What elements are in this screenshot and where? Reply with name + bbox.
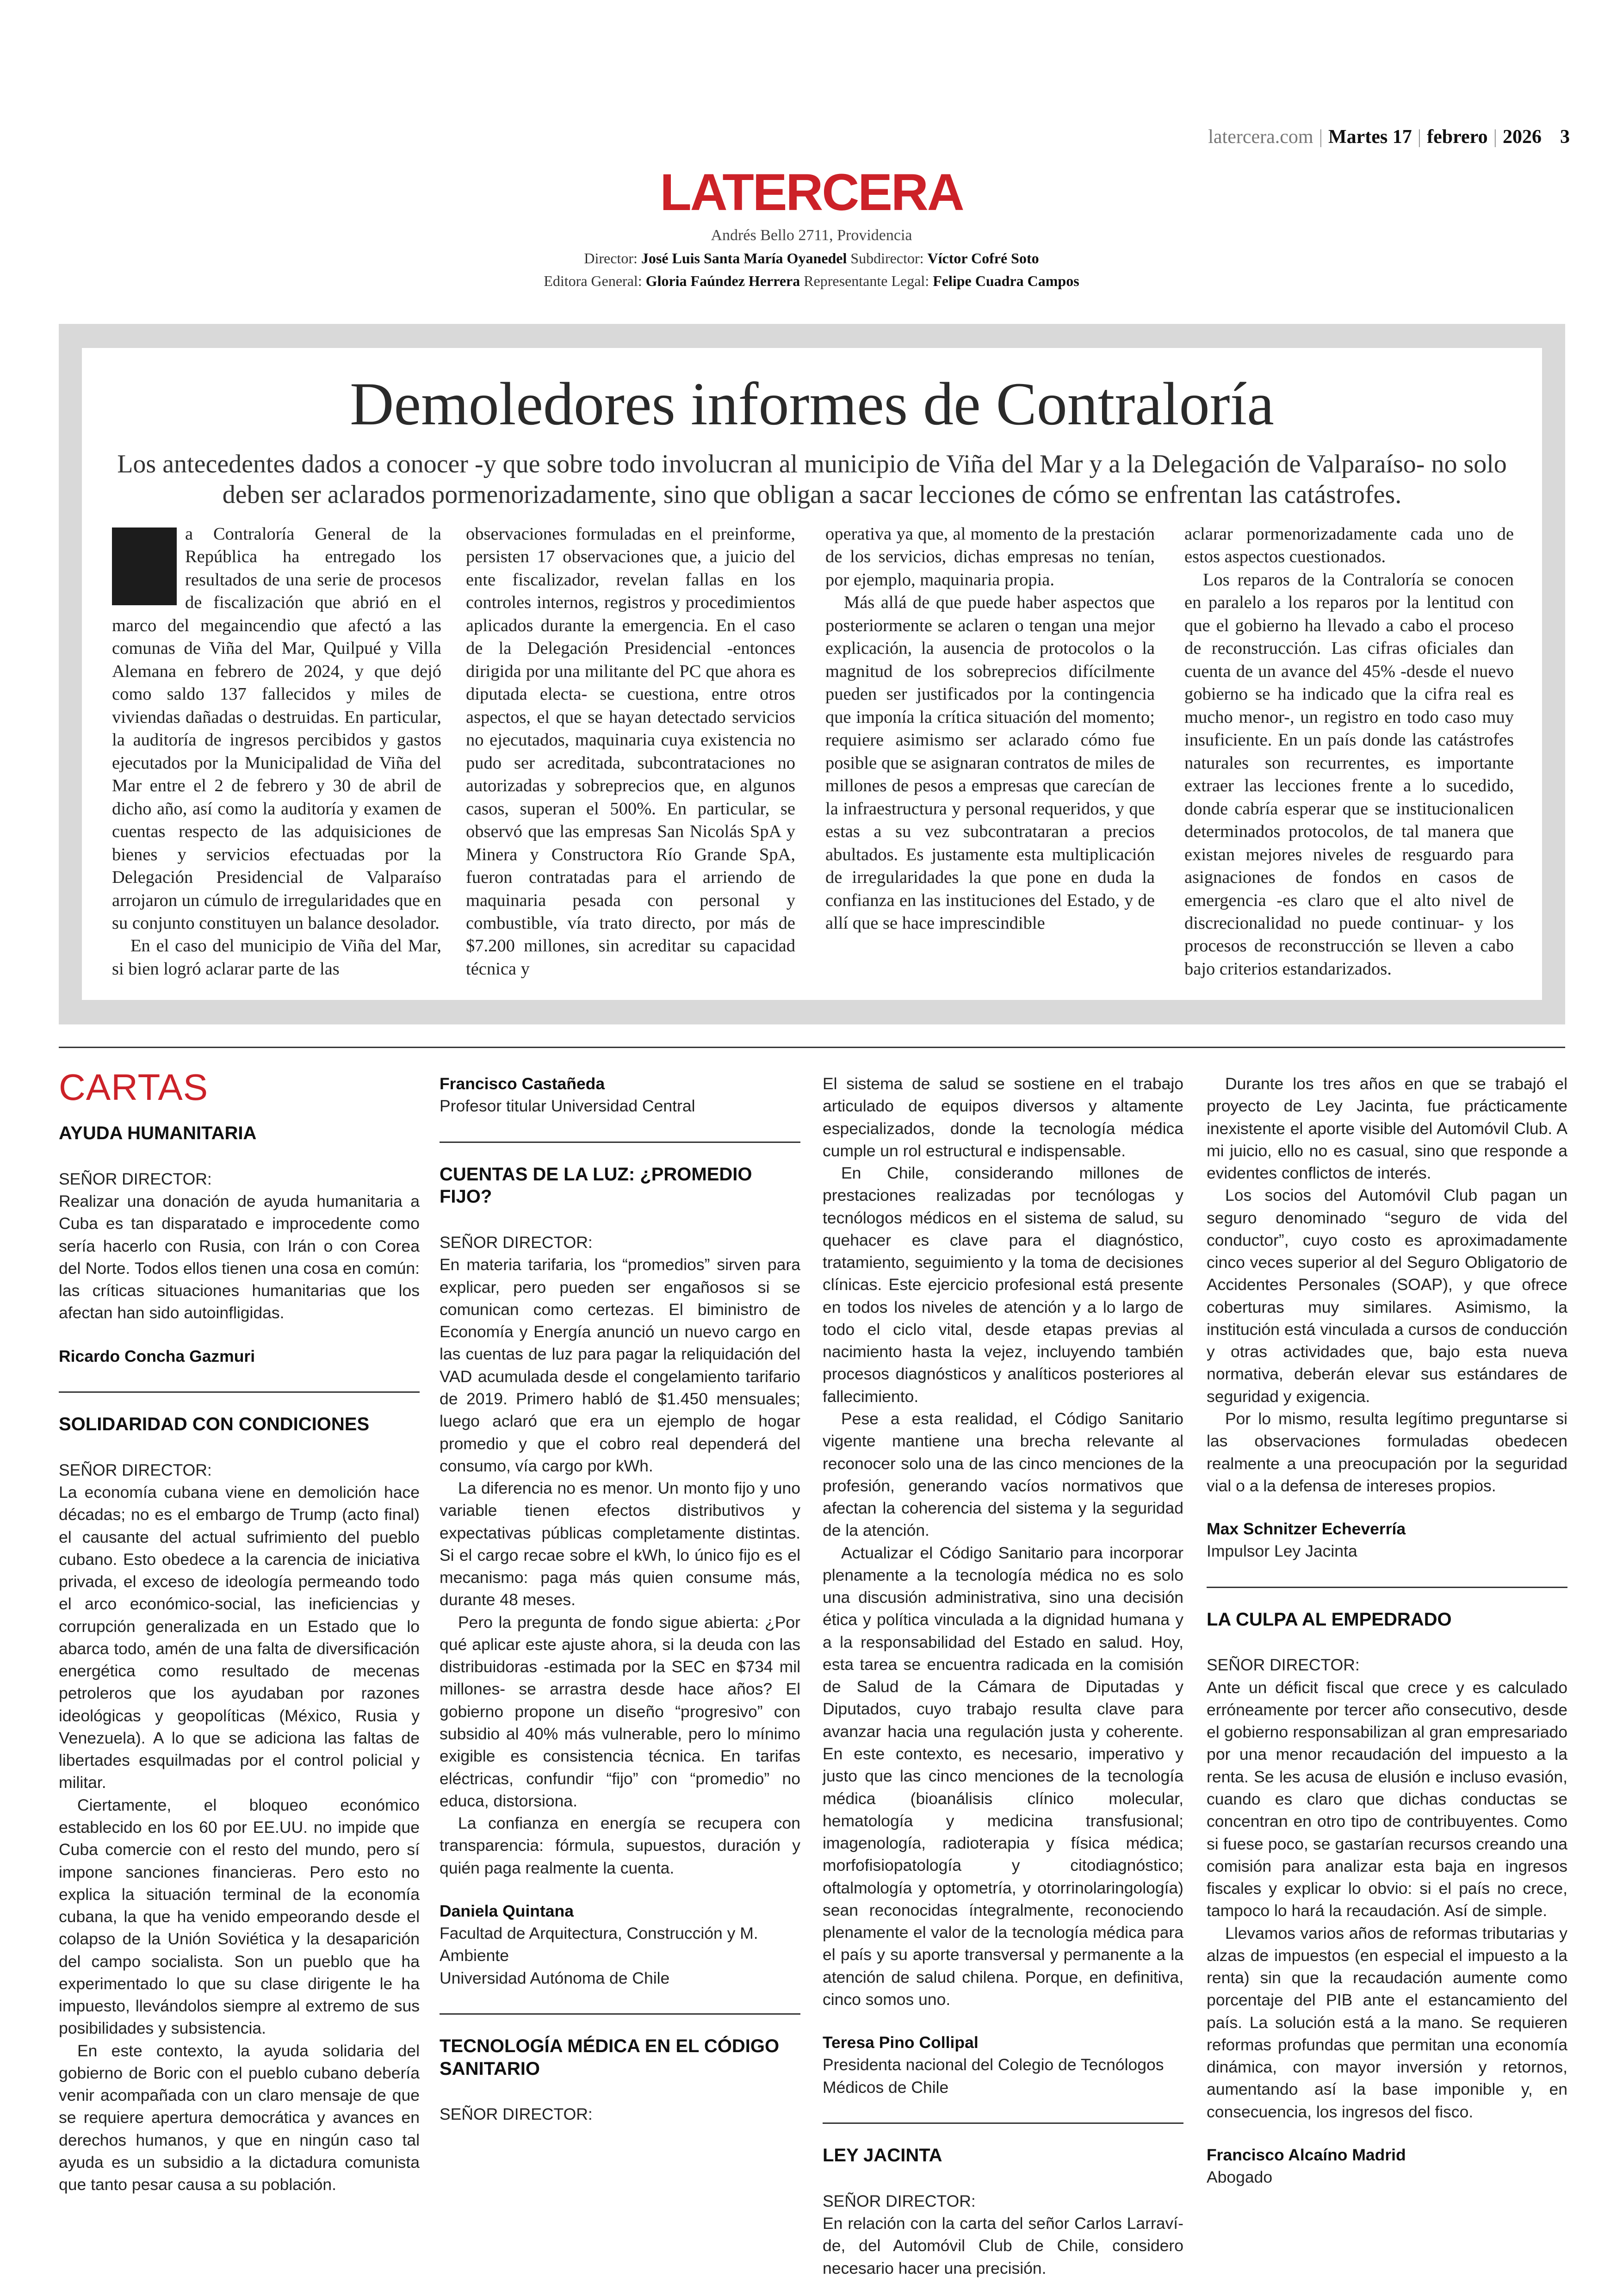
salutation: SEÑOR DIRECTOR: [1207, 1656, 1360, 1675]
section-divider [59, 1047, 1565, 1048]
letter-affiliation: Facultad de Arquitectura, Construcción y M. Ambiente [440, 1924, 758, 1965]
letter-affiliation: Universidad Autónoma de Chile [440, 1968, 670, 1987]
folio-month: febrero [1427, 126, 1488, 148]
editora-name: Gloria Faúndez Herrera [645, 273, 800, 289]
letters-column-3: El sistema de salud se sostiene en el trabajo articulado de equipos diversos y altamente especializados, donde la tecnología médica cumple un rol estructural e indispensable. En Chile, considerando millones de prestaciones realizadas por tecnólogas y tecnólogos médicos en el sistema de salud, su quehacer es clave para el diagnóstico, tratamiento, seguimiento y la toma de decisiones clínicas. Este ejercicio profesional está presente en todos los niveles de atención y a lo largo de todo el ciclo vital, desde etapas previas al nacimiento hasta la vejez, incluyendo también procesos diagnósticos y analíticos posteriores al fallecimiento. Pese a esta realidad, el Código Sanitario vigente mantiene una brecha relevante al reconocer solo una de las cinco menciones de la profesión, generando vacíos normativos que afectan la coherencia del sistema y la seguridad de la atención. Actualizar el Código Sanitario para incorporar plenamente a la tecnología médica no es solo una discusión administrativa, sino una decisión ética y política vinculada a la dignidad humana y a la responsabilidad del Estado en salud. Hoy, esta tarea se encuentra radicada en la comisión de Salud de la Cámara de Diputadas y Diputados, cuyo trabajo resulta clave para avanzar hacia una regulación justa y coherente. En este contexto, es necesario, imperativo y justo que las cinco menciones de la tecnología médica (bioanálisis clínico molecular, hematología y medicina transfusional; imagenología, radioterapia y física médica; morfofisiopatología y citodiagnóstico; oftalmología y optometría, y otorrinolaringología) sean reconocidas íntegralmente, reconociendo plenamente el valor de la tecnología médica para el país y su aporte transversal y permanente a la atención de salud chilena. Porque, en definitiva, cinco somos uno. Teresa Pino Collipal Presidenta nacional del Colegio de Tecnólogos Médicos de Chile LEY JACINTA SEÑOR DIRECTOR: En relación con la carta del señor Carlos Larravíde, del Automóvil Club de Chile, considero necesario hacer una precisión. [823, 1074, 1183, 2277]
subdirector-name: Víctor Cofré Soto [927, 250, 1039, 267]
address: Andrés Bello 2711, Providencia [711, 227, 912, 244]
folio-year: 2026 [1503, 126, 1542, 148]
editorial-column-2: observaciones formuladas en el preinforme, persisten 17 observaciones que, a juicio del ente fiscalizador, revelan fallas en los controles internos, registros y procedimientos aplicados durante la emergencia. En el caso de la Delegación Presidencial -entonces dirigida por una militante del PC que ahora es diputada electa- se cuestiona, entre otros aspectos, el que se hayan detectado servicios no ejecutados, maquinaria cuya existencia no pudo ser acreditada, subcontrataciones no autorizadas y sobreprecios que, en algunos casos, superan el 500%. En particular, se observó que las empresas San Nicolás SpA y Minera y Constructora Río Grande SpA, fueron contratadas para el arriendo de maquinaria pesada con personal y combustible, vía trato directo, por más de $7.200 millones, sin acreditar su capacidad técnica y [466, 524, 795, 979]
folio-day: Martes 17 [1328, 126, 1412, 148]
newspaper-logo: LATERCERA [660, 163, 963, 221]
editorial-lead: Los antecedentes dados a conocer -y que sobre todo involucran al municipio de Viña del Mar y a la Delegación de Valparaíso- no solo deben ser aclarados pormenorizadamente, sino que obligan a sacar lecciones de cómo se enfrentan las catástrofes. [117, 450, 1507, 509]
staff-line-2: Editora General: Gloria Faúndez Herrera Representante Legal: Felipe Cuadra Campos [544, 273, 1079, 289]
letter-divider [440, 1142, 800, 1143]
cartas-section-title: CARTAS [59, 1067, 209, 1108]
page-number: 3 [1560, 126, 1570, 148]
letter-author: Teresa Pino Collipal [823, 2033, 979, 2052]
letter-divider [1207, 1587, 1567, 1588]
page-folio: latercera.com | Martes 17 | febrero | 2026 3 [1208, 126, 1570, 148]
letters-column-1: AYUDA HUMANITARIA SEÑOR DIRECTOR: Realizar una donación de ayuda humanitaria a Cuba es tan disparatado e improcedente como sería hacerlo con Rusia, con Irán o con Corea del Norte. Todos ellos tienen una cosa en común: las críticas situaciones humanitarias que los afectan han sido autoinfligidas. Ricardo Concha Gazmuri SOLIDARIDAD CON CONDICIONES SEÑOR DIRECTOR: La economía cubana viene en demolición hace décadas; no es el embargo de Trump (acto final) el causante del actual sufrimiento del pueblo cubano. Esto obedece a la carencia de iniciativa privada, el exceso de ideología permeando todo el arco económico-social, las ineficiencias y corrupción generalizada en un Estado que lo abarca todo, amén de una falta de diversificación energética como resultado de mecenas petroleros que los ayudaban por razones ideológicas y geopolíticas (México, Rusia y Venezuela). A lo que se adiciona las faltas de libertades esquilmadas por el control policial y militar. Ciertamente, el bloqueo económico establecido en los 60 por EE.UU. no impide que Cuba comercie con el resto del mundo, pero sí impone sanciones financieras. Pero esto no explica la situación terminal de la economía cubana, la que ha venido empeorando desde el colapso de la Unión Soviética y la desaparición del campo socialista. Son un pueblo que ha experimentado lo que su clase dirigente le ha impuesto, llevándolos siempre al extremo de sus posibilidades y subsistencia. En este contexto, la ayuda solidaria del gobierno de Boric con el pueblo cubano debería venir acompañada con un claro mensaje de que se requiere apertura democrática y avances en derechos humanos, y que en ningún caso tal ayuda es un subsidio a la dictadura comunista que tanto pesar causa a su población. [59, 1123, 420, 2194]
salutation: SEÑOR DIRECTOR: [440, 2105, 593, 2124]
site-name: latercera.com [1208, 126, 1313, 148]
letter-title: AYUDA HUMANITARIA [59, 1123, 257, 1143]
letter-title: SOLIDARIDAD CON CONDICIONES [59, 1414, 370, 1434]
letter-divider [59, 1391, 420, 1393]
letter-author: Francisco Castañeda [440, 1074, 605, 1093]
letter-title: TECNOLOGÍA MÉDICA EN EL CÓDIGO SANITARIO [440, 2035, 780, 2079]
letter-affiliation: Impulsor Ley Jacinta [1207, 1542, 1357, 1561]
editorial-title: Demoledores informes de Contraloría [350, 370, 1274, 438]
letter-author: Daniela Quintana [440, 1901, 574, 1920]
salutation: SEÑOR DIRECTOR: [823, 2191, 976, 2210]
letter-affiliation: Profesor titular Universidad Central [440, 1097, 695, 1116]
salutation: SEÑOR DIRECTOR: [59, 1169, 212, 1188]
letter-title: CUENTAS DE LA LUZ: ¿PROMEDIO FIJO? [440, 1164, 752, 1207]
drop-cap: L [112, 527, 177, 605]
letter-author: Max Schnitzer Echeverría [1207, 1520, 1406, 1539]
letter-author: Francisco Alcaíno Madrid [1207, 2145, 1406, 2164]
letter-title: LEY JACINTA [823, 2145, 942, 2166]
letter-affiliation: Abogado [1207, 2168, 1273, 2187]
letters-column-4: Durante los tres años en que se trabajó el proyecto de Ley Jacinta, fue prácticamente inexistente el aporte visible del Automóvil Club. A mi juicio, ello no es casual, sino que responde a evidentes conflictos de interés. Los socios del Automóvil Club pagan un seguro denominado “seguro de vida del conductor”, cuyo costo es aproximadamente cinco veces superior al del Seguro Obligatorio de Accidentes Personales (SOAP), y que ofrece coberturas muy similares. Asimismo, la institución está vinculada a cursos de conducción y otras actividades que, bajo esta nueva normativa, deberán elevar sus estándares de seguridad y exigencia. Por lo mismo, resulta legítimo preguntarse si las observaciones formuladas obedecen realmente a una preocupación por la seguridad vial o a la defensa de intereses propios. Max Schnitzer Echeverría Impulsor Ley Jacinta LA CULPA AL EMPEDRADO SEÑOR DIRECTOR: Ante un déficit fiscal que crece y es calculado erróneamente por tercer año consecutivo, desde el gobierno responsabilizan al gran empresariado por una menor recaudación del impuesto a la renta. Se les acusa de elusión e incluso evasión, cuando es claro que dichas conductas se concentran en otro tipo de contribuyentes. Como si fuese poco, se gastarían recursos creando una comisión para analizar esta baja en ingresos fiscales y explicar lo obvio: si el país no crece, tampoco lo hará la recaudación. Así de simple. Llevamos varios años de reformas tributarias y alzas de impuestos (en especial el impuesto a la renta) sin que la recaudación aumente como porcentaje del PIB ante el estancamiento del país. La solución está a la mano. Se requieren reformas profundas que permitan una economía dinámica, con mayor inversión y retornos, aumentando así la base imponible y, en consecuencia, los ingresos del fisco. Francisco Alcaíno Madrid Abogado [1207, 1073, 1567, 2188]
letter-divider [823, 2122, 1183, 2124]
editorial-column-1: L a Contraloría General de la República ha entregado los resultados de una serie de procesos de fiscalización que abrió en el marco del megaincendio que afectó a las comunas de Viña del Mar, Quilpué y Villa Alemana en febrero de 2024, y que dejó como saldo 137 fallecidos y miles de viviendas dañadas o destruidas. En particular, la auditoría de ingresos percibidos y gastos ejecutados por la Municipalidad de Viña del Mar entre el 2 de febrero y 30 de abril de dicho año, así como la auditoría y examen de cuentas respecto de las adquisiciones de bienes y servicios efectuadas por la Delegación Presidencial de Valparaíso arrojaron un cúmulo de irregularidades que en su conjunto constituyen un balance desolador. En el caso del municipio de Viña del Mar, si bien logró aclarar parte de las [112, 524, 441, 979]
representante-name: Felipe Cuadra Campos [933, 273, 1079, 289]
editorial-column-3: operativa ya que, al momento de la prestación de los servicios, dichas empresas no tenían, por ejemplo, maquinaria propia. Más allá de que puede haber aspectos que posteriormente se aclaren o tengan una mejor explicación, la ausencia de protocolos o la magnitud de los sobreprecios difícilmente pueden ser justificados por la contingencia que imponía la crítica situación del momento; requiere asimismo ser aclarado cómo fue posible que se asignaran contratos de miles de millones de pesos a empresas que carecían de la infraestructura y personal requeridos, y que estas a su vez subcontrataran a precios abultados. Es justamente esta multiplicación de irregularidades la que pone en duda la confianza en las instituciones del Estado, y de allí que se hace imprescindible [825, 524, 1155, 933]
masthead [0, 163, 1623, 290]
editorial-column-4: aclarar pormenorizadamente cada uno de estos aspectos cuestionados. Los reparos de la Contraloría se conocen en paralelo a los reparos por la lentitud con que el gobierno ha llevado a cabo el proceso de reconstrucción. Las cifras oficiales dan cuenta de un avance del 45% -desde el nuevo gobierno se ha indicado que la cifra real es mucho menor-, un registro en todo caso muy insuficiente. En un país donde las catástrofes naturales son recurrentes, es importante extraer las lecciones frente a lo sucedido, donde cabría esperar que se institucionalicen determinados protocolos, de tal manera que existan mejores niveles de resguardo para asignaciones de fondos en casos de emergencia -es claro que el alto nivel de discrecionalidad no puede continuar- y los procesos de reconstrucción se lleven a cabo bajo criterios estandarizados. [1184, 524, 1514, 979]
salutation: SEÑOR DIRECTOR: [440, 1233, 593, 1252]
staff-line-1: Director: José Luis Santa María Oyanedel Subdirector: Víctor Cofré Soto [584, 250, 1039, 267]
letter-author: Ricardo Concha Gazmuri [59, 1347, 255, 1365]
letter-title: LA CULPA AL EMPEDRADO [1207, 1609, 1452, 1630]
letters-column-2: Francisco Castañeda Profesor titular Universidad Central CUENTAS DE LA LUZ: ¿PROMEDIO FIJO? SEÑOR DIRECTOR: En materia tarifaria, los “promedios” sirven para explicar, pero pueden ser engañosos si se comunican como certezas. El biministro de Economía y Energía anunció un nuevo cargo en las cuentas de luz para pagar la reliquidación del VAD acumulada desde el congelamiento tarifario de 2019. Primero habló de $1.450 mensuales; luego aclaró que era un ejemplo de hogar promedio y que el cobro real dependerá del consumo, vía cargo por kWh. La diferencia no es menor. Un monto fijo y uno variable tienen efectos distributivos y expectativas públicas completamente distintas. Si el cargo recae sobre el kWh, lo único fijo es el mecanismo: paga más quien consume más, durante 48 meses. Pero la pregunta de fondo sigue abierta: ¿Por qué aplicar este ajuste ahora, si la deuda con las distribuidoras -estimada por la SEC en $734 mil millones- se arrastra desde hace años? El gobierno propone un diseño “progresivo” con subsidio al 40% más vulnerable, pero lo mínimo exigible es consistencia técnica. En tarifas eléctricas, confundir “fijo” con “promedio” no educa, distorsiona. La confianza en energía se recupera con transparencia: fórmula, supuestos, duración y quién paga realmente la cuenta. Daniela Quintana Facultad de Arquitectura, Construcción y M. Ambiente Universidad Autónoma de Chile TECNOLOGÍA MÉDICA EN EL CÓDIGO SANITARIO SEÑOR DIRECTOR: [440, 1073, 800, 2126]
director-name: José Luis Santa María Oyanedel [641, 250, 847, 267]
letter-divider [440, 2013, 800, 2015]
salutation: SEÑOR DIRECTOR: [59, 1460, 212, 1479]
letter-affiliation: Presidenta nacional del Colegio de Tecnólogos Médicos de Chile [823, 2055, 1164, 2097]
